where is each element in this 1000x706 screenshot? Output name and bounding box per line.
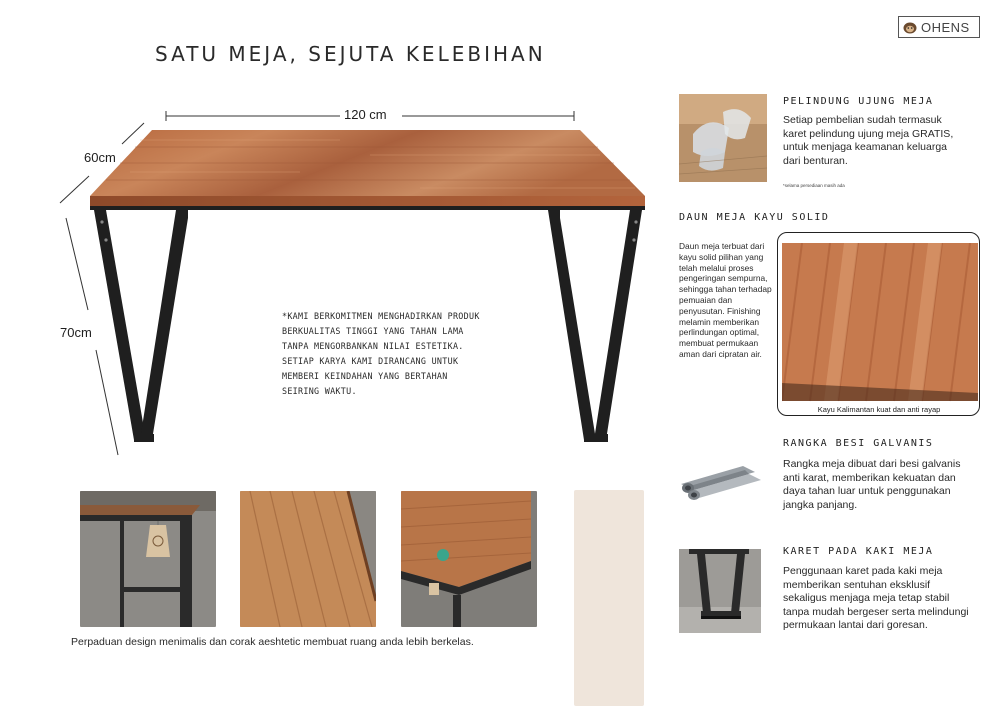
feature-corner-text: Setiap pembelian sudah termasuk karet pelindung ujung meja GRATIS, untuk menjaga keamanan keluarga dari benturan.: [783, 114, 954, 167]
galvanized-pipes-photo: [679, 462, 765, 502]
gallery-caption: Perpaduan design menimalis dan corak aeshtetic membuat ruang anda lebih berkelas.: [71, 636, 474, 648]
feature-top-text: Daun meja terbuat dari kayu solid pilihan yang telah melalui proses pengeringan sempurna, sehingga tahan terhadap pemuaian dan penyusutan. Finishing melamin memberikan perlindungan optimal, membuat permukaan aman dari cipratan air.: [679, 241, 772, 359]
wood-sample-photo: [782, 243, 980, 411]
wood-sample-frame: [777, 232, 980, 416]
feature-foot-title: KARET PADA KAKI MEJA: [783, 546, 934, 557]
feature-corner-note: *selama persediaan masih ada: [783, 183, 845, 188]
tabletop-edge: [90, 196, 645, 206]
height-label: 70cm: [60, 325, 92, 340]
logo-wordmark: OHENS: [921, 19, 970, 35]
quality-statement: *KAMI BERKOMITMEN MENGHADIRKAN PRODUK BERKUALITAS TINGGI YANG TAHAN LAMA TANPA MENGORBANKAN NILAI ESTETIKA. SETIAP KARYA KAMI DIRANCANG UNTUK MEMBERI KEINDAHAN YANG BERTAHAN SEIRING WAKTU.: [282, 311, 480, 396]
rubber-foot-photo: [679, 549, 761, 633]
gallery-photo-corner: [401, 491, 537, 627]
monkey-logo-icon: [902, 20, 918, 34]
corner-protector-photo: [679, 94, 767, 182]
depth-label: 60cm: [84, 150, 116, 165]
gallery-photo-frame-detail: [80, 491, 216, 627]
brand-logo: [898, 16, 980, 38]
feature-frame-text: Rangka meja dibuat dari besi galvanis anti karat, memberikan kekuatan dan daya tahan luar untuk penggunakan jangka panjang.: [783, 458, 961, 511]
gallery-photo-woodgrain: [240, 491, 376, 627]
width-label: 120 cm: [344, 107, 387, 122]
feature-corner-title: PELINDUNG UJUNG MEJA: [783, 96, 934, 107]
page-title: SATU MEJA, SEJUTA KELEBIHAN: [155, 42, 546, 66]
wood-sample-caption: Kayu Kalimantan kuat dan anti rayap: [817, 405, 941, 414]
feature-top-title: DAUN MEJA KAYU SOLID: [679, 212, 830, 223]
decorative-strip: [574, 490, 644, 706]
feature-frame-title: RANGKA BESI GALVANIS: [783, 438, 934, 449]
table-illustration: [40, 100, 660, 470]
feature-foot-text: Penggunaan karet pada kaki meja memberikan sentuhan eksklusif sekaligus menjaga meja tetap stabil tanpa mudah bergeser serta melindungi permukaan lantai dari goresan.: [783, 565, 969, 631]
